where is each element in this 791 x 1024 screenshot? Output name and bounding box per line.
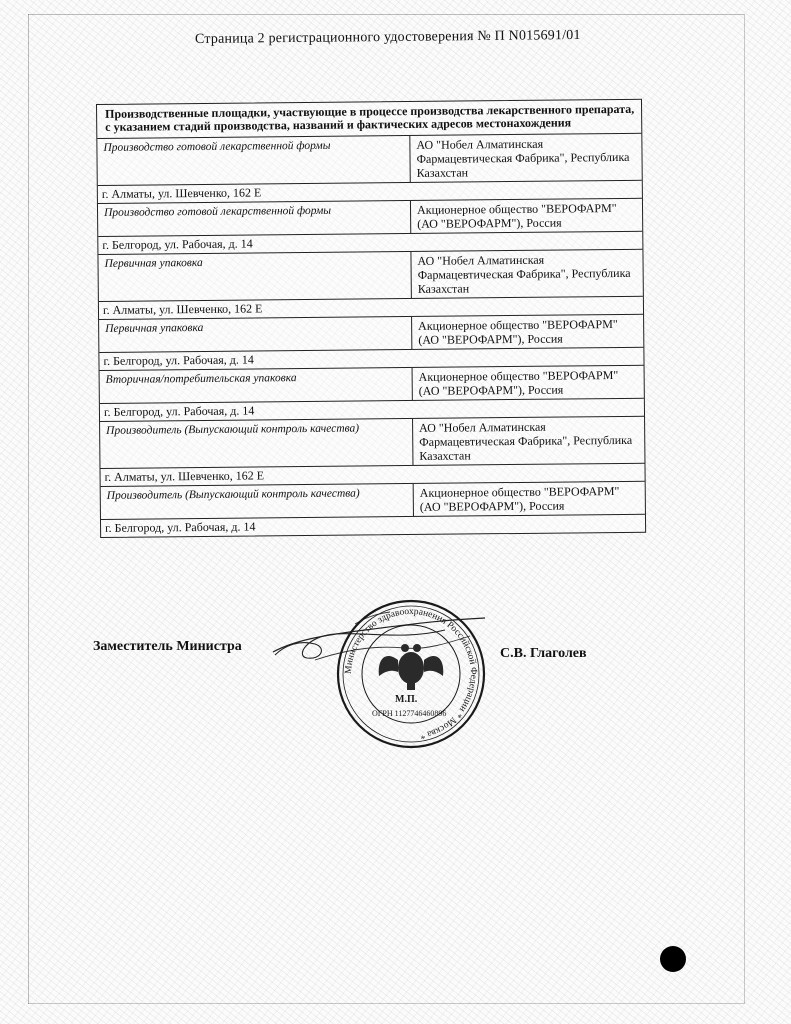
site-address: г. Алматы, ул. Шевченко, 162 Е bbox=[101, 464, 645, 487]
site-address: г. Белгород, ул. Рабочая, д. 14 bbox=[99, 348, 643, 371]
company-name: Акционерное общество "ВЕРОФАРМ" (АО "ВЕРОФАРМ"), Россия bbox=[419, 483, 620, 514]
stage-label: Производство готовой лекарственной формы bbox=[98, 201, 411, 236]
official-seal bbox=[335, 598, 487, 750]
stage-label: Производитель (Выпускающий контроль качества) bbox=[101, 484, 414, 519]
stage-label: Производитель (Выпускающий контроль качества) bbox=[100, 419, 413, 468]
company-name: АО "Нобел Алматинская Фармацевтическая Фабрика", Республика Казахстан bbox=[417, 252, 631, 296]
table-header: Производственные площадки, участвующие в процессе производства лекарственного препарата, с указанием стадий производства, названий и фактических адресов местонахождения bbox=[97, 100, 641, 139]
site-row-stage bbox=[98, 250, 642, 302]
page-border-right bbox=[744, 14, 745, 1004]
page-border-top bbox=[28, 14, 744, 15]
company-name: Акционерное общество "ВЕРОФАРМ" (АО "ВЕРОФАРМ"), Россия bbox=[418, 367, 619, 398]
site-address: г. Алматы, ул. Шевченко, 162 Е bbox=[98, 181, 642, 204]
page-border-left bbox=[28, 14, 29, 1004]
seal-ring-text: Министерство здравоохранения Российской Федерации * Москва * bbox=[343, 606, 479, 741]
page-border-bottom bbox=[28, 1003, 744, 1004]
site-row-stage bbox=[97, 134, 641, 186]
company-name: Акционерное общество "ВЕРОФАРМ" (АО "ВЕРОФАРМ"), Россия bbox=[416, 201, 617, 231]
site-row-stage bbox=[99, 315, 643, 353]
eagle-emblem bbox=[379, 644, 444, 690]
stage-label: Первичная упаковка bbox=[98, 252, 411, 301]
stage-label: Вторичная/потребительская упаковка bbox=[100, 368, 413, 403]
punch-hole bbox=[660, 946, 686, 972]
company-name: АО "Нобел Алматинская Фармацевтическая Фабрика", Республика Казахстан bbox=[419, 419, 633, 463]
site-row-stage bbox=[100, 417, 644, 469]
company-name: АО "Нобел Алматинская Фармацевтическая Фабрика", Республика Казахстан bbox=[416, 136, 630, 180]
site-address: г. Алматы, ул. Шевченко, 162 Е bbox=[99, 297, 643, 320]
site-address: г. Белгород, ул. Рабочая, д. 14 bbox=[100, 399, 644, 422]
stage-label: Производство готовой лекарственной формы bbox=[97, 136, 410, 185]
signer-name: С.В. Глаголев bbox=[500, 646, 587, 661]
site-row-stage bbox=[98, 199, 642, 237]
site-row-stage bbox=[101, 482, 645, 520]
site-address: г. Белгород, ул. Рабочая, д. 14 bbox=[105, 519, 256, 535]
stage-label: Первичная упаковка bbox=[99, 317, 412, 352]
signer-title: Заместитель Министра bbox=[93, 639, 242, 654]
company-name: Акционерное общество "ВЕРОФАРМ" (АО "ВЕРОФАРМ"), Россия bbox=[418, 317, 618, 347]
seal-ogrn: ОГРН 1127746460896 bbox=[372, 709, 447, 718]
page-title: Страница 2 регистрационного удостоверения № П N015691/01 bbox=[194, 27, 581, 48]
production-sites-table bbox=[96, 99, 646, 538]
site-address: г. Белгород, ул. Рабочая, д. 14 bbox=[98, 232, 642, 255]
seal-center-label: М.П. bbox=[395, 694, 418, 705]
site-row-stage bbox=[100, 366, 644, 404]
